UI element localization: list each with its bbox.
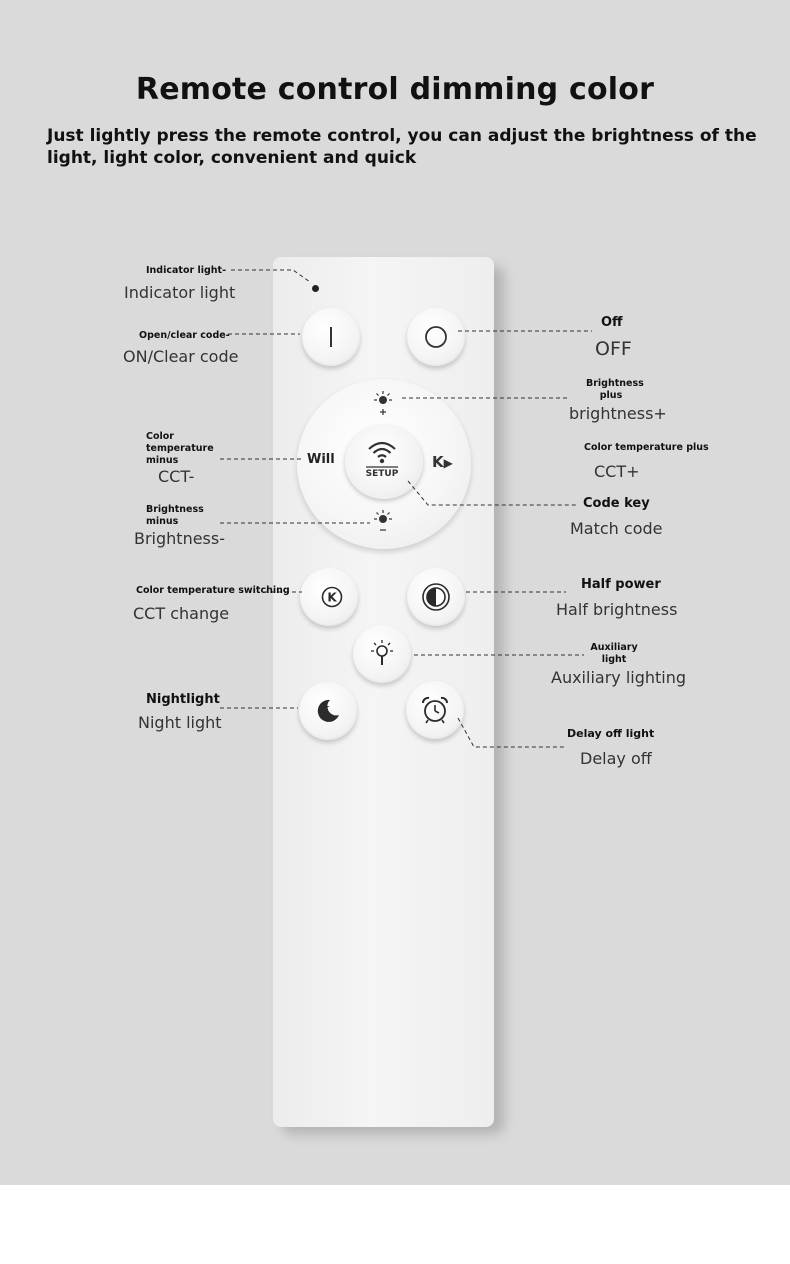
off-caption: Off: [601, 315, 623, 330]
brightness-minus-label: Brightness-: [134, 529, 225, 548]
delay-off-label: Delay off: [580, 749, 652, 768]
setup-label: SETUP: [365, 469, 399, 479]
half-power-caption: Half power: [581, 577, 661, 592]
auxiliary-caption: [590, 642, 638, 666]
auxiliary-lighting-label: Auxiliary lighting: [551, 668, 687, 687]
match-code-label: Match code: [570, 519, 663, 538]
caption-line: plus: [599, 390, 623, 401]
cct-plus-k-label: K: [432, 453, 444, 471]
caption-line: minus: [146, 516, 179, 527]
delay-off-caption: Delay off light: [567, 727, 655, 740]
caption-line: temperature: [146, 443, 214, 454]
nightlight-caption: Nightlight: [146, 692, 220, 707]
off-label: OFF: [595, 338, 632, 360]
svg-text:★: ★: [322, 703, 331, 713]
cct-switch-caption: Color temperature switching: [136, 585, 290, 596]
cct-minus-text: CCT-: [158, 467, 195, 486]
page-subtitle: Just lightly press the remote control, you can adjust the brightness of the light, light color, convenient and quick: [47, 126, 757, 168]
svg-text:K: K: [327, 590, 337, 605]
caption-line: Brightness: [586, 378, 644, 389]
night-light-label: Night light: [138, 713, 222, 732]
caption-line: Auxiliary: [590, 642, 638, 653]
caption-line: light: [601, 654, 627, 665]
half-brightness-label: Half brightness: [556, 600, 678, 619]
caption-line: minus: [146, 455, 179, 466]
cct-minus-caption: [146, 431, 214, 467]
indicator-light-label: Indicator light: [124, 283, 236, 302]
open-clear-caption: Open/clear code-: [139, 330, 230, 341]
on-clear-code-label: ON/Clear code: [123, 347, 239, 366]
play-arrow-icon: ▶: [443, 456, 453, 470]
caption-line: Brightness: [146, 504, 204, 515]
caption-line: Color: [146, 431, 174, 442]
cct-change-label: CCT change: [133, 604, 230, 623]
brightness-plus-label: brightness+: [569, 404, 667, 423]
cct-plus-caption: Color temperature plus: [584, 442, 709, 453]
indicator-light-caption: Indicator light-: [146, 265, 227, 276]
cct-minus-label[interactable]: Will: [307, 452, 335, 467]
brightness-plus-caption: [586, 378, 644, 402]
page-title: Remote control dimming color: [135, 72, 655, 107]
cct-plus-text: CCT+: [594, 462, 640, 481]
brightness-minus-caption: [146, 504, 204, 528]
code-key-caption: Code key: [583, 496, 650, 511]
